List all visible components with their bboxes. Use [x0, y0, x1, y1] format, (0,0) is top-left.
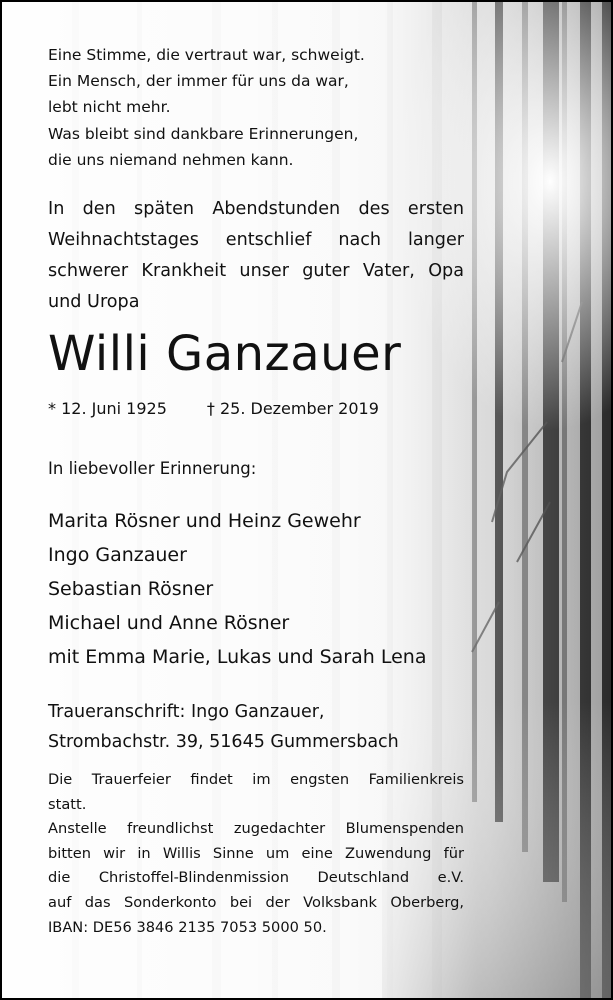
poem-line: Was bleibt sind dankbare Erinnerungen, — [48, 124, 359, 143]
notice-line: statt. — [48, 795, 87, 813]
notice-line: Die Trauerfeier findet im engsten Familienkreis — [48, 771, 464, 788]
funeral-notice — [48, 768, 464, 940]
mourner-line: Sebastian Rösner — [48, 578, 214, 600]
notice-line: IBAN: DE56 3846 2135 7053 5000 50. — [48, 918, 327, 936]
poem — [48, 42, 365, 173]
notice-line: die Christoffel-Blindenmission Deutschland e.V. — [48, 869, 464, 887]
notice-line: bitten wir in Willis Sinne um eine Zuwendung für — [48, 844, 464, 862]
announcement-line: Weihnachtstages entschlief nach langer — [48, 230, 464, 250]
mourners-list — [48, 504, 426, 674]
death-date: † 25. Dezember 2019 — [206, 399, 379, 418]
address-line: Traueranschrift: Ingo Ganzauer, — [48, 702, 325, 722]
death-announcement — [48, 194, 464, 318]
mourner-line: Marita Rösner und Heinz Gewehr — [48, 510, 361, 532]
address-line: Strombachstr. 39, 51645 Gummersbach — [48, 732, 399, 752]
birth-date: * 12. Juni 1925 — [48, 399, 167, 418]
mourner-line: Ingo Ganzauer — [48, 544, 187, 566]
notice-line: auf das Sonderkonto bei der Volksbank Oberberg, — [48, 893, 464, 911]
announcement-line: schwerer Krankheit unser guter Vater, Opa — [48, 261, 464, 281]
memory-heading: In liebevoller Erinnerung: — [48, 459, 257, 478]
mourning-address — [48, 697, 399, 757]
poem-line: Eine Stimme, die vertraut war, schweigt. — [48, 46, 365, 64]
deceased-name: Willi Ganzauer — [48, 326, 402, 382]
announcement-line: und Uropa — [48, 292, 140, 312]
obituary-content — [2, 2, 611, 998]
mourner-line: Michael und Anne Rösner — [48, 612, 290, 634]
notice-line: Anstelle freundlichst zugedachter Blumenspenden — [48, 820, 464, 838]
poem-line: lebt nicht mehr. — [48, 98, 171, 117]
announcement-line: In den späten Abendstunden des ersten — [48, 199, 464, 219]
poem-line: Ein Mensch, der immer für uns da war, — [48, 72, 349, 91]
poem-line: die uns niemand nehmen kann. — [48, 150, 294, 169]
mourner-line: mit Emma Marie, Lukas und Sarah Lena — [48, 646, 427, 668]
life-dates — [48, 397, 379, 421]
